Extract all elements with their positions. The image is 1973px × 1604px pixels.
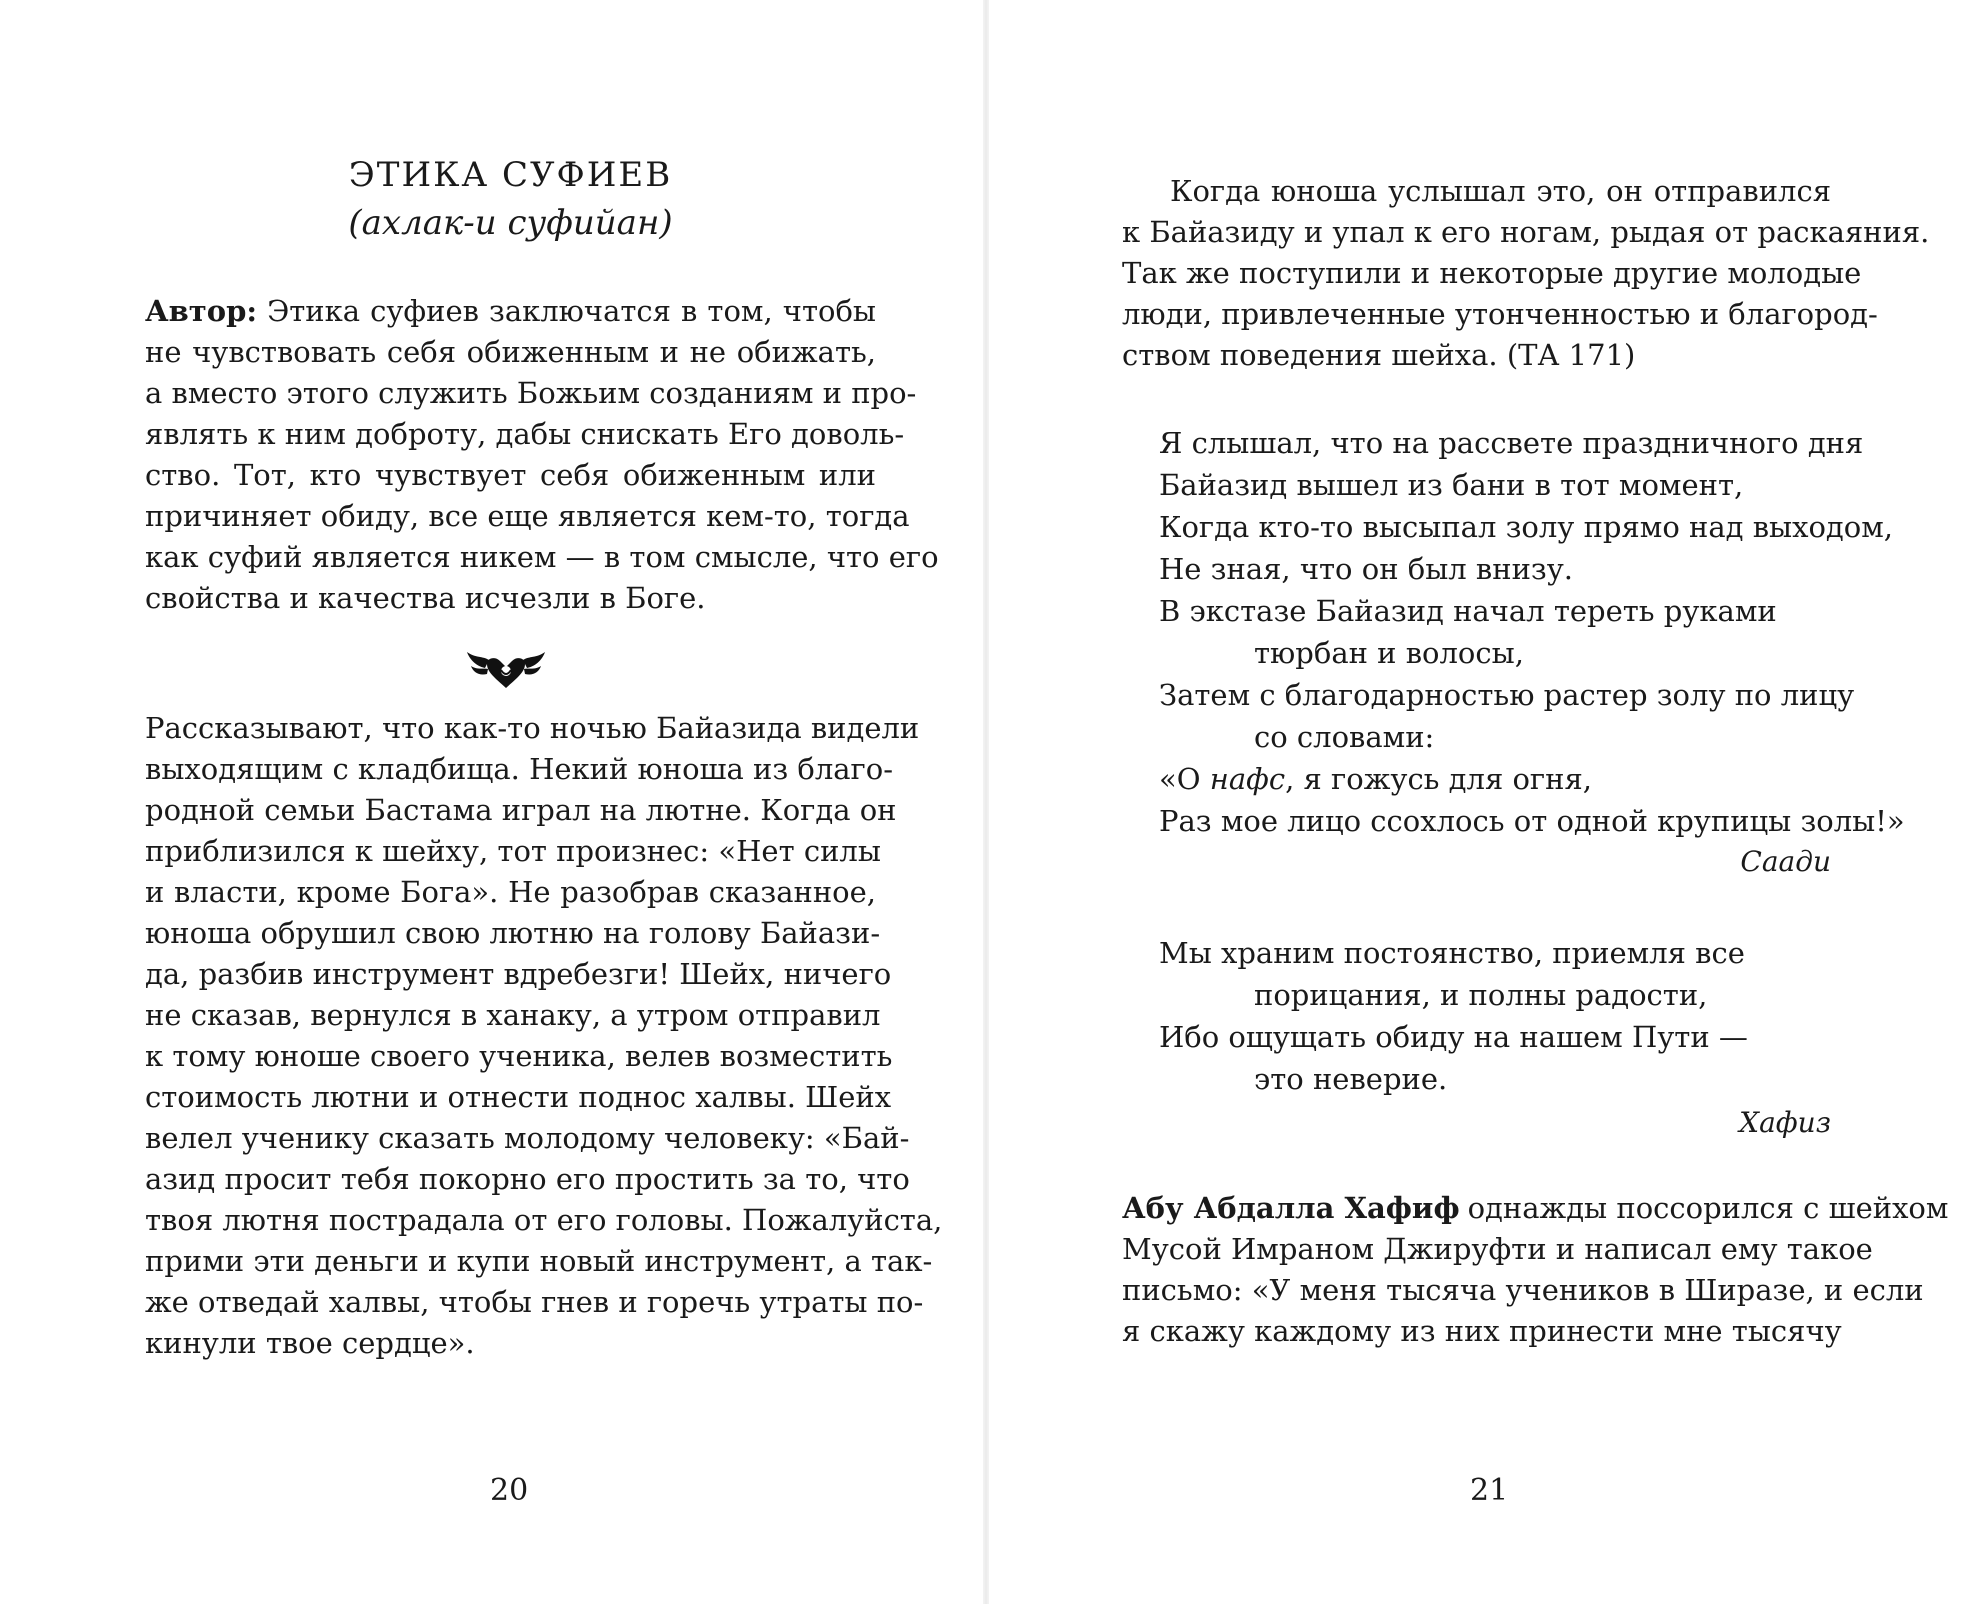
paragraph-line: свойства и качества исчезли в Боге.: [145, 581, 706, 615]
chapter-subtitle: (ахлак-и суфийан): [348, 203, 673, 243]
paragraph-line: родной семьи Бастама играл на лютне. Когда он: [145, 793, 897, 827]
paragraph-line: ством поведения шейха. (ТА 171): [1122, 338, 1636, 372]
poem-line: Байазид вышел из бани в тот момент,: [1159, 468, 1744, 502]
paragraph-line: я скажу каждому из них принести мне тысячу: [1122, 1314, 1842, 1348]
paragraph-line: Когда юноша услышал это, он отправился: [1170, 174, 1831, 208]
poem-attribution: Хафиз: [1739, 1106, 1831, 1139]
paragraph-line: выходящим с кладбища. Некий юноша из благо-: [145, 752, 894, 786]
poem-attribution: Саади: [1740, 845, 1831, 878]
paragraph-line: Рассказывают, что как-то ночью Байазида видели: [145, 711, 920, 745]
paragraph-line: стоимость лютни и отнести поднос халвы. Шейх: [145, 1080, 892, 1114]
author-label: Автор:: [145, 294, 258, 328]
paragraph-line: кинули твое сердце».: [145, 1326, 475, 1360]
left-page: [0, 0, 986, 1604]
paragraph-line: да, разбив инструмент вдребезги! Шейх, ничего: [145, 957, 892, 991]
paragraph-line: велел ученику сказать молодому человеку: «Бай-: [145, 1121, 910, 1155]
poem-line: со словами:: [1254, 720, 1435, 754]
paragraph-line: как суфий является никем — в том смысле, что его: [145, 540, 939, 574]
poem-line: тюрбан и волосы,: [1254, 636, 1524, 670]
paragraph-line: твоя лютня пострадала от его головы. Пожалуйста,: [145, 1203, 943, 1237]
right-page: [986, 0, 1973, 1604]
paragraph-line: причиняет обиду, все еще является кем-то, тогда: [145, 499, 910, 533]
paragraph-line: к тому юноше своего ученика, велев возместить: [145, 1039, 893, 1073]
paragraph-line: приблизился к шейху, тот произнес: «Нет силы: [145, 834, 881, 868]
page-number: 21: [1470, 1473, 1509, 1508]
poem-line: это неверие.: [1254, 1062, 1448, 1096]
paragraph-line: юноша обрушил свою лютню на голову Байази-: [145, 916, 881, 950]
poem-line: Мы храним постоянство, приемля все: [1159, 936, 1745, 970]
poem-line: порицания, и полны радости,: [1254, 978, 1708, 1012]
paragraph-line: а вместо этого служить Божьим созданиям и про-: [145, 376, 917, 410]
poem-line: Ибо ощущать обиду на нашем Пути —: [1159, 1020, 1748, 1054]
paragraph-line: письмо: «У меня тысяча учеников в Ширазе, и если: [1122, 1273, 1924, 1307]
poem-line: Не зная, что он был внизу.: [1159, 552, 1574, 586]
page-number: 20: [490, 1473, 529, 1508]
paragraph-line: Так же поступили и некоторые другие молодые: [1122, 256, 1862, 290]
poem-line: «О нафс, я гожусь для огня,: [1159, 762, 1592, 796]
poem-line: Когда кто-то высыпал золу прямо над выходом,: [1159, 510, 1894, 544]
chapter-title: ЭТИКА СУФИЕВ: [348, 155, 673, 195]
paragraph-line: к Байазиду и упал к его ногам, рыдая от раскаяния.: [1122, 215, 1930, 249]
paragraph-line: Автор: Этика суфиев заключатся в том, чтобы: [145, 291, 876, 332]
paragraph-line: Мусой Имраном Джируфти и написал ему такое: [1122, 1232, 1873, 1266]
winged-heart-ornament-icon: [465, 648, 547, 694]
paragraph-line: не чувствовать себя обиженным и не обижать,: [145, 335, 876, 369]
poem-line: В экстазе Байазид начал тереть руками: [1159, 594, 1777, 628]
poem-line: Я слышал, что на рассвете праздничного дня: [1159, 426, 1864, 460]
poem-line: Затем с благодарностью растер золу по лицу: [1159, 678, 1855, 712]
italic-term: нафс: [1209, 762, 1286, 796]
paragraph-line: азид просит тебя покорно его простить за то, что: [145, 1162, 910, 1196]
paragraph-line: же отведай халвы, чтобы гнев и горечь утраты по-: [145, 1285, 924, 1319]
paragraph-line: являть к ним доброту, дабы снискать Его доволь-: [145, 417, 905, 451]
person-name: Абу Абдалла Хафиф: [1122, 1191, 1460, 1225]
paragraph-line: люди, привлеченные утонченностью и благород-: [1122, 297, 1878, 331]
paragraph-line: ство. Тот, кто чувствует себя обиженным или: [145, 458, 876, 492]
paragraph-line: прими эти деньги и купи новый инструмент, а так-: [145, 1244, 933, 1278]
poem-line: Раз мое лицо ссохлось от одной крупицы золы!»: [1159, 804, 1905, 838]
paragraph-line: Абу Абдалла Хафиф однажды поссорился с шейхом: [1122, 1188, 1831, 1229]
paragraph-line: не сказав, вернулся в ханаку, а утром отправил: [145, 998, 881, 1032]
paragraph-line: и власти, кроме Бога». Не разобрав сказанное,: [145, 875, 876, 909]
